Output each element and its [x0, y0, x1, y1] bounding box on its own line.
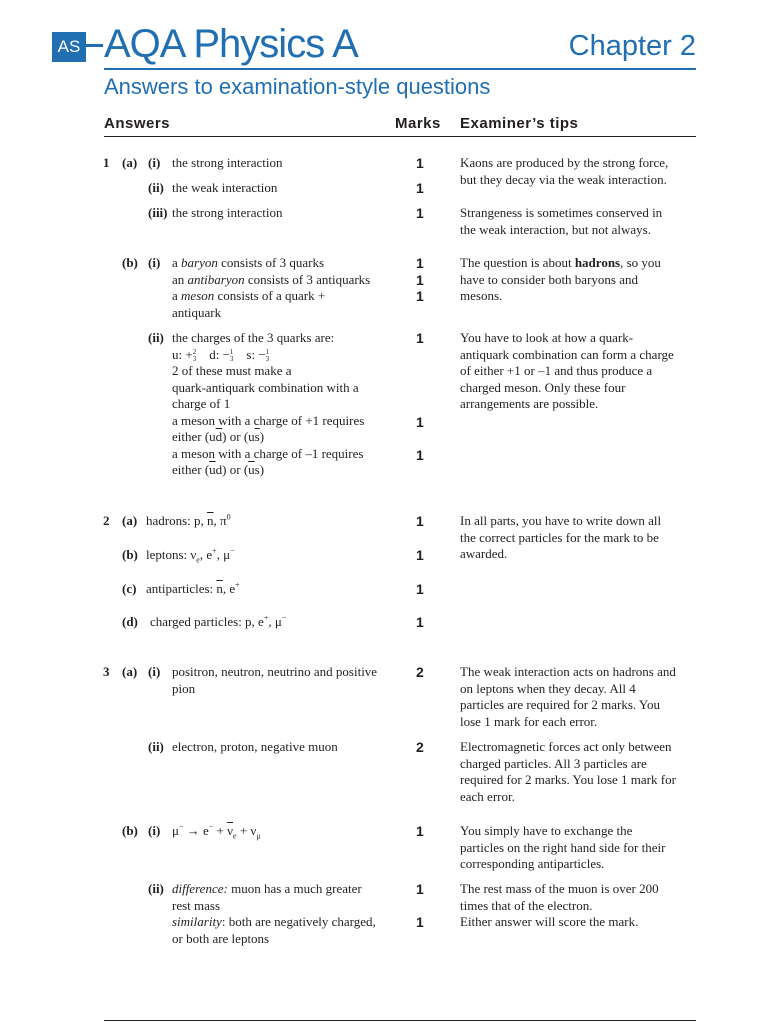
mark: 1	[416, 288, 424, 304]
mark: 1	[416, 155, 424, 171]
subpart-label: (ii)	[148, 739, 164, 754]
tip-line: Strangeness is sometimes conserved in	[460, 205, 663, 220]
mark: 1	[416, 823, 424, 839]
tips-column-header: Examiner’s tips	[460, 115, 579, 132]
tip-line: but they decay via the weak interaction.	[460, 171, 667, 187]
examiner-tip	[460, 155, 700, 188]
level-badge: AS	[52, 32, 86, 62]
subpart-label: (ii)	[148, 330, 164, 345]
examiner-tip: Electromagnetic forces act only between charged particles. All 3 particles are required for 2 marks. You lose 1 mark for each error.	[460, 739, 676, 804]
answer-text: the strong interaction	[172, 155, 283, 170]
header-divider	[104, 68, 696, 70]
answer-text: positron, neutron, neutrino and positive pion	[172, 664, 378, 696]
mark: 2	[416, 739, 424, 755]
page-subtitle: Answers to examination-style questions	[104, 74, 491, 99]
mark: 2	[416, 664, 424, 680]
mark: 1	[416, 881, 424, 897]
question-number: 3	[103, 664, 110, 679]
answer-text: the weak interaction	[172, 180, 278, 195]
answer-text: the strong interaction	[172, 205, 283, 220]
mark: 1	[416, 447, 424, 463]
examiner-tip: The question is about hadrons, so you have to consider both baryons and mesons.	[460, 255, 661, 303]
subpart-label: (ii)	[148, 881, 164, 896]
mark: 1	[416, 614, 424, 630]
part-label: (b)	[122, 547, 138, 562]
answer-text: the charges of the 3 quarks are: u: + 2 3 d: − 1 3 s: − 1 3 2 of these must make a quark-antiquark combination with a charge of 1 a meson with a charge of +1 requires either $(u\overline{d})$ or $(u\overline{s})$ a meson with a charge of –1 requires either $(\overline{u}d)$ or $(\overline{u}s)$	[172, 330, 365, 477]
mark: 1	[416, 180, 424, 196]
marks-column-header: Marks	[395, 115, 441, 132]
column-header-rule	[104, 136, 696, 137]
badge-connector	[86, 44, 103, 47]
subpart-label: (iii)	[148, 205, 168, 220]
answer-text: difference: muon has a much greater rest mass similarity: both are negatively charged, or both are leptons	[172, 881, 376, 946]
examiner-tip: You simply have to exchange the particles on the right hand side for their corresponding antiparticles.	[460, 823, 666, 871]
part-label: (a)	[122, 664, 138, 679]
answer-text: antiparticles: $\overline{n}$, e+	[146, 580, 240, 596]
mark: 1	[416, 581, 424, 597]
subpart-label: (i)	[148, 823, 161, 838]
decay-equation: $\mu^- \to e^- + \overline{\nu}_e + \nu_\mu$	[172, 822, 261, 841]
part-label: (a)	[122, 155, 138, 170]
mark: 1	[416, 205, 424, 221]
answer-text: a baryon consists of 3 quarks an antibaryon consists of 3 antiquarks a meson consists of a quark + antiquark	[172, 255, 371, 320]
answers-column-header: Answers	[104, 115, 171, 132]
footer-rule	[104, 1020, 696, 1021]
part-label: (c)	[122, 581, 137, 596]
subpart-label: (i)	[148, 155, 161, 170]
answer-text: hadrons: p, $\overline{n}$, $\pi^0$	[146, 512, 231, 528]
mark: 1	[416, 914, 424, 930]
brand-title: AQA Physics A	[104, 22, 358, 66]
subpart-label: (i)	[148, 255, 161, 270]
answer-text: leptons: $\nu_e$, e+, μ−	[146, 546, 235, 565]
mark: 1	[416, 330, 424, 346]
part-label: (d)	[122, 614, 138, 629]
question-number: 1	[103, 155, 110, 170]
answer-text: electron, proton, negative muon	[172, 739, 338, 754]
mark: 1	[416, 255, 424, 271]
examiner-tip	[460, 205, 700, 238]
examiner-tip: The weak interaction acts on hadrons and on leptons when they decay. All 4 particles are required for 2 marks. You lose 1 mark for each error.	[460, 664, 676, 729]
examiner-tip: The rest mass of the muon is over 200 times that of the electron. Either answer will score the mark.	[460, 881, 659, 929]
tip-line: the weak interaction, but not always.	[460, 221, 651, 237]
question-number: 2	[103, 513, 110, 528]
part-label: (b)	[122, 823, 138, 838]
examiner-tip: You have to look at how a quark- antiquark combination can form a charge of either +1 or –1 and thus produce a charged meson. Only these four arrangements are possible.	[460, 330, 674, 411]
part-label: (a)	[122, 513, 138, 528]
mark: 1	[416, 271, 424, 288]
chapter-label: Chapter 2	[568, 30, 696, 62]
mark: 1	[416, 414, 424, 430]
part-label: (b)	[122, 255, 138, 270]
mark: 1	[416, 513, 424, 529]
answer-text: charged particles: p, e+, μ−	[150, 613, 287, 629]
examiner-tip: In all parts, you have to write down all the correct particles for the mark to be awarded.	[460, 513, 662, 561]
subpart-label: (i)	[148, 664, 161, 679]
subpart-label: (ii)	[148, 180, 164, 195]
mark: 1	[416, 547, 424, 563]
tip-line: Kaons are produced by the strong force,	[460, 155, 669, 170]
